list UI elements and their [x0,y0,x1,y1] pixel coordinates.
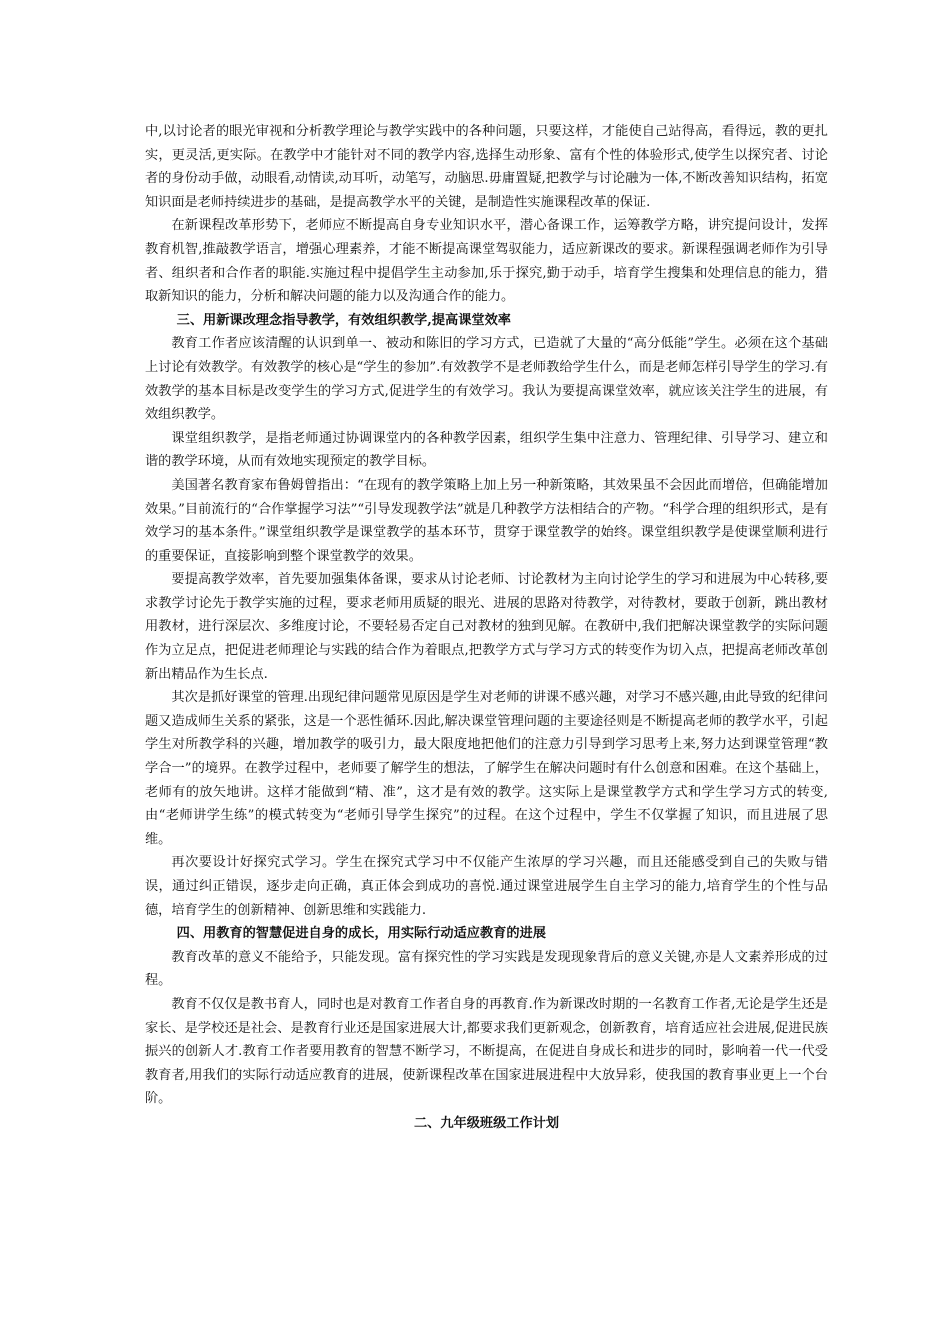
paragraph-continued: 中,以讨论者的眼光审视和分析教学理论与教学实践中的各种问题，只要这样，才能使自己站得高，看得远，教的更扎实，更灵活,更实际。在教学中才能针对不同的教学内容,选择生动形象、富有个性的体验形式,使学生以探究者、讨论者的身份动手做，动眼看,动情读,动耳听，动笔写，动脑思.毋庸置疑,把教学与讨论融为一体,不断改善知识结构，拓宽知识面是老师持续进步的基础，是提高教学水平的关键，是制造性实施课程改革的保证. [145,124,828,210]
paragraph-classroom-organization: 课堂组织教学，是指老师通过协调课堂内的各种教学因素，组织学生集中注意力、管理纪律、引导学习、建立和谐的教学环境，从而有效地实现预定的教学目标。 [145,430,828,470]
paragraph-education-reform-meaning: 教育改革的意义不能给予，只能发现。富有探究性的学习实践是发现现象背后的意义关键,亦是人文素养形成的过程。 [145,949,828,989]
paragraph-bloom-quote: 美国著名教育家布鲁姆曾指出：“在现有的教学策略上加上另一种新策略，其效果虽不会因此而增倍，但确能增加效果。”目前流行的“合作掌握学习法”“引导发现教学法”就是几种教学方法相结合的产物。“科学合理的组织形式，是有效学习的基本条件。”课堂组织教学是课堂教学的基本环节，贯穿于课堂教学的始终。课堂组织教学是使课堂顺利进行的重要保证，直接影响到整个课堂教学的效果。 [145,477,828,564]
section-heading-4: 四、用教育的智慧促进自身的成长，用实际行动适应教育的进展 [176,926,546,942]
paragraph-collective-lesson-prep: 要提高教学效率，首先要加强集体备课，要求从讨论老师、讨论教材为主向讨论学生的学习和进展为中心转移,要求教学讨论先于教学实施的过程，要求老师用质疑的眼光、进展的思路对待教学，对待教材，要敢于创新，跳出教材用教材，进行深层次、多维度讨论，不要轻易否定自己对教材的独到见解。在教研中,我们把解决课堂教学的实际问题作为立足点，把促进老师理论与实践的结合作为着眼点,把教学方式与学习方式的转变作为切入点，把提高老师改革创新出精品作为生长点. [145,572,828,682]
paragraph-effective-teaching: 教育工作者应该清醒的认识到单一、被动和陈旧的学习方式，已造就了大量的“高分低能”学生。必须在这个基础上讨论有效教学。有效教学的核心是“学生的参加”.有效教学不是老师教给学生什么，而是老师怎样引导学生的学习.有效教学的基本目标是改变学生的学习方式,促进学生的有效学习。我认为要提高课堂效率，就应该关注学生的进展，有效组织教学。 [145,336,828,423]
section-heading-3: 三、用新课改理念指导教学，有效组织教学,提高课堂效率 [176,312,511,328]
paragraph-classroom-management: 其次是抓好课堂的管理.出现纪律问题常见原因是学生对老师的讲课不感兴趣，对学习不感兴趣,由此导致的纪律问题又造成师生关系的紧张，这是一个恶性循环.因此,解决课堂管理问题的主要途径则是不断提高老师的教学水平，引起学生对所教学科的兴趣，增加教学的吸引力，最大限度地把他们的注意力引导到学习思考上来,努力达到课堂管理“教学合一”的境界。在教学过程中，老师要了解学生的想法，了解学生在解决问题时有什么创意和困难。在这个基础上，老师有的放矢地讲。这样才能做到“精、准”，这才是有效的教学。这实际上是课堂教学方式和学生学习方式的转变,由“老师讲学生练”的模式转变为“老师引导学生探究”的过程。在这个过程中，学生不仅掌握了知识，而且进展了思维。 [145,690,828,847]
document-body [145,120,828,1136]
paragraph-inquiry-learning: 再次要设计好探究式学习。学生在探究式学习中不仅能产生浓厚的学习兴趣，而且还能感受到自己的失败与错误，通过纠正错误，逐步走向正确，真正体会到成功的喜悦.通过课堂进展学生自主学习的能力,培育学生的个性与品德，培育学生的创新精神、创新思维和实践能力. [145,855,828,918]
section-heading-grade9-plan: 二、九年级班级工作计划 [413,1115,560,1131]
paragraph-new-curriculum-teachers: 在新课程改革形势下，老师应不断提高自身专业知识水平，潜心备课工作，运筹教学方略，讲究提问设计，发挥教育机智,推敲教学语言，增强心理素养，才能不断提高课堂驾驭能力，适应新课改的要求。新课程强调老师作为引导者、组织者和合作者的职能.实施过程中提倡学生主动参加,乐于探究,勤于动手，培育学生搜集和处理信息的能力，猎取新知识的能力，分析和解决问题的能力以及沟通合作的能力。 [145,218,828,305]
paragraph-self-education: 教育不仅仅是教书育人，同时也是对教育工作者自身的再教育.作为新课改时期的一名教育工作者,无论是学生还是家长、是学校还是社会、是教育行业还是国家进展大计,都要求我们更新观念，创新教育，培育适应社会进展,促进民族振兴的创新人才.教育工作者要用教育的智慧不断学习，不断提高，在促进自身成长和进步的同时，影响着一代一代受教育者,用我们的实际行动适应教育的进展，使新课程改革在国家进展进程中大放异彩，使我国的教育事业更上一个台阶。 [145,996,828,1107]
